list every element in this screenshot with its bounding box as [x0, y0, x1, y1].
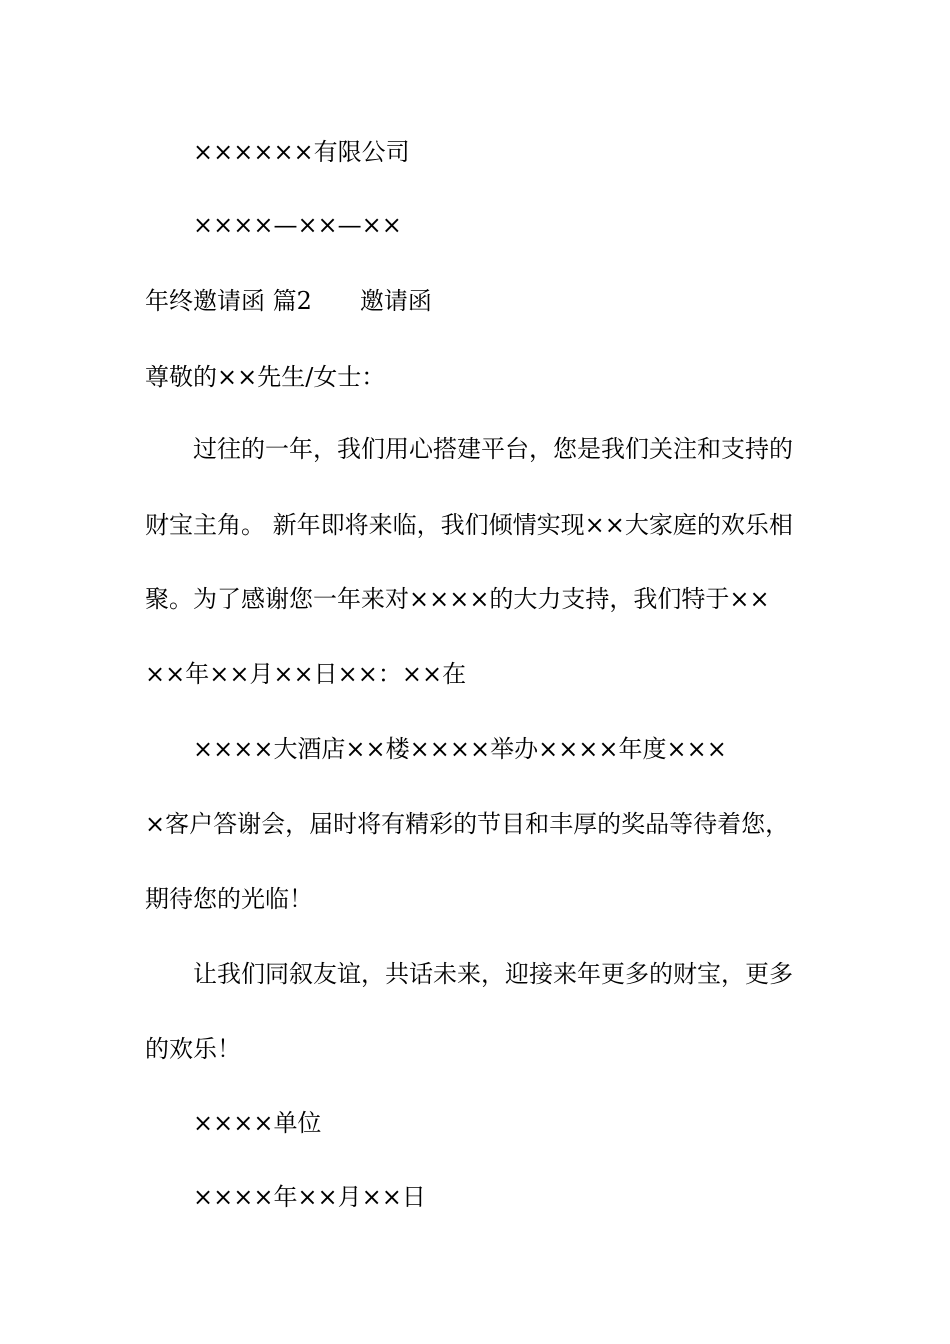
company-date: ××××—××—××: [193, 211, 402, 239]
salutation: 尊敬的××先生/女士：: [145, 363, 386, 391]
section-heading: 年终邀请函 篇2: [145, 287, 312, 315]
body-line: 的欢乐！: [145, 1035, 241, 1063]
body-line: 过往的一年，我们用心搭建平台，您是我们关注和支持的: [193, 435, 793, 463]
letter-title: 邀请函: [359, 287, 432, 315]
body-line: ××××大酒店××楼××××举办××××年度×××: [193, 735, 727, 763]
signature-unit: ××××单位: [193, 1109, 322, 1137]
signature-date: ××××年××月××日: [193, 1183, 426, 1211]
heading-line: [145, 286, 825, 316]
body-line: ×客户答谢会，届时将有精彩的节目和丰厚的奖品等待着您，: [145, 810, 790, 838]
body-line: ××年××月××日××：××在: [145, 660, 467, 688]
body-line: 聚。为了感谢您一年来对××××的大力支持，我们特于××: [145, 585, 770, 613]
body-line: 财宝主角。 新年即将来临，我们倾情实现××大家庭的欢乐相: [145, 511, 793, 539]
company-name: ××××××有限公司: [193, 138, 410, 166]
body-line: 期待您的光临！: [145, 885, 313, 913]
body-line: 让我们同叙友谊，共话未来，迎接来年更多的财宝，更多: [193, 960, 793, 988]
